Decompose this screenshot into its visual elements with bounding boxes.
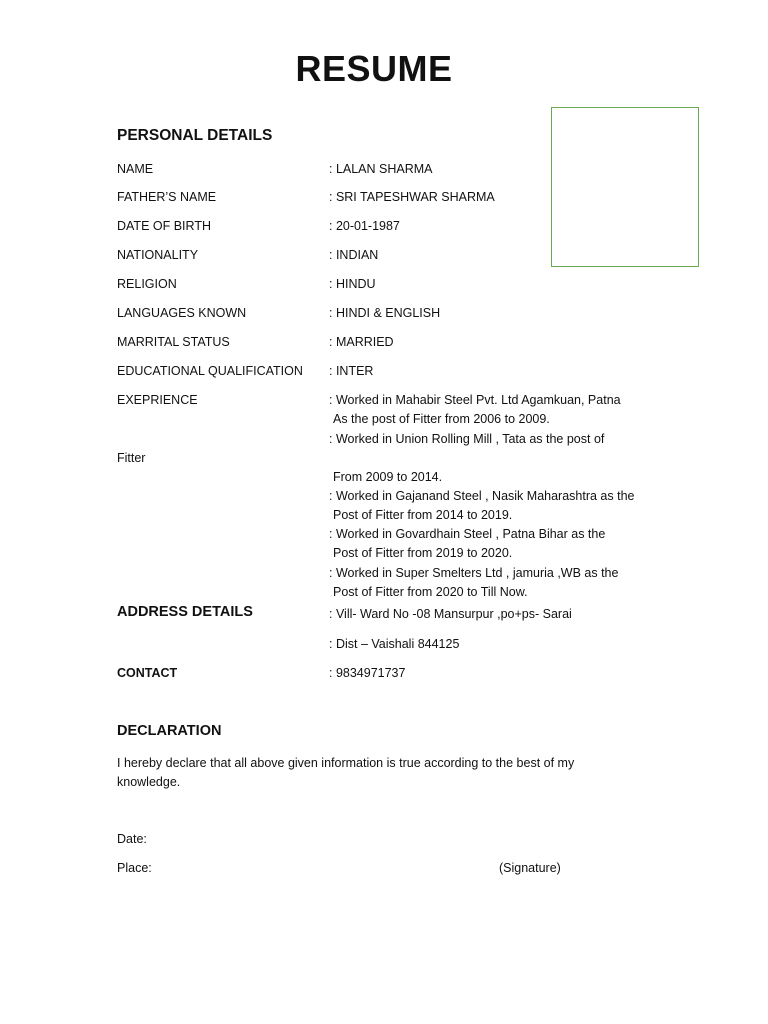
experience-line: : Worked in Govardhain Steel , Patna Bihar as the [329, 527, 606, 541]
experience-line: : Worked in Mahabir Steel Pvt. Ltd Agamkuan, Patna [329, 393, 621, 407]
experience-line: Fitter [117, 451, 146, 465]
education-label: EDUCATIONAL QUALIFICATION [117, 364, 303, 378]
photo-placeholder [551, 107, 699, 267]
languages-label: LANGUAGES KNOWN [117, 306, 247, 320]
experience-line: Post of Fitter from 2020 to Till Now. [333, 585, 528, 599]
marital-status-value: : MARRIED [329, 335, 394, 349]
experience-line: Post of Fitter from 2014 to 2019. [333, 508, 513, 522]
languages-value: : HINDI & ENGLISH [329, 306, 441, 320]
personal-details-heading: PERSONAL DETAILS [117, 127, 273, 144]
nationality-value: : INDIAN [329, 248, 379, 262]
declaration-text-line-2: knowledge. [117, 775, 181, 789]
education-value: : INTER [329, 364, 374, 378]
experience-line: From 2009 to 2014. [333, 470, 443, 484]
contact-label: CONTACT [117, 666, 178, 680]
dob-label: DATE OF BIRTH [117, 219, 211, 233]
address-line-1: : Vill- Ward No -08 Mansurpur ,po+ps- Sarai [329, 607, 572, 621]
experience-line: As the post of Fitter from 2006 to 2009. [333, 412, 550, 426]
experience-label: EXEPRIENCE [117, 393, 198, 407]
religion-value: : HINDU [329, 277, 376, 291]
name-value: : LALAN SHARMA [329, 162, 433, 176]
fathers-name-label: FATHER’S NAME [117, 190, 217, 204]
experience-line: : Worked in Gajanand Steel , Nasik Maharashtra as the [329, 489, 635, 503]
address-heading: ADDRESS DETAILS [117, 604, 253, 620]
place-label: Place: [117, 861, 152, 875]
address-line-2: : Dist – Vaishali 844125 [329, 637, 460, 651]
declaration-text-line-1: I hereby declare that all above given information is true according to the best of my [117, 756, 575, 770]
marital-status-label: MARRITAL STATUS [117, 335, 230, 349]
religion-label: RELIGION [117, 277, 177, 291]
date-label: Date: [117, 832, 147, 846]
name-label: NAME [117, 162, 154, 176]
resume-title: RESUME [295, 48, 453, 89]
fathers-name-value: : SRI TAPESHWAR SHARMA [329, 190, 495, 204]
dob-value: : 20-01-1987 [329, 219, 400, 233]
experience-line: : Worked in Super Smelters Ltd , jamuria ,WB as the [329, 566, 619, 580]
declaration-heading: DECLARATION [117, 723, 222, 739]
signature-label: (Signature) [499, 861, 561, 875]
experience-line: Post of Fitter from 2019 to 2020. [333, 546, 513, 560]
nationality-label: NATIONALITY [117, 248, 199, 262]
experience-line: : Worked in Union Rolling Mill , Tata as the post of [329, 432, 605, 446]
contact-value: : 9834971737 [329, 666, 406, 680]
